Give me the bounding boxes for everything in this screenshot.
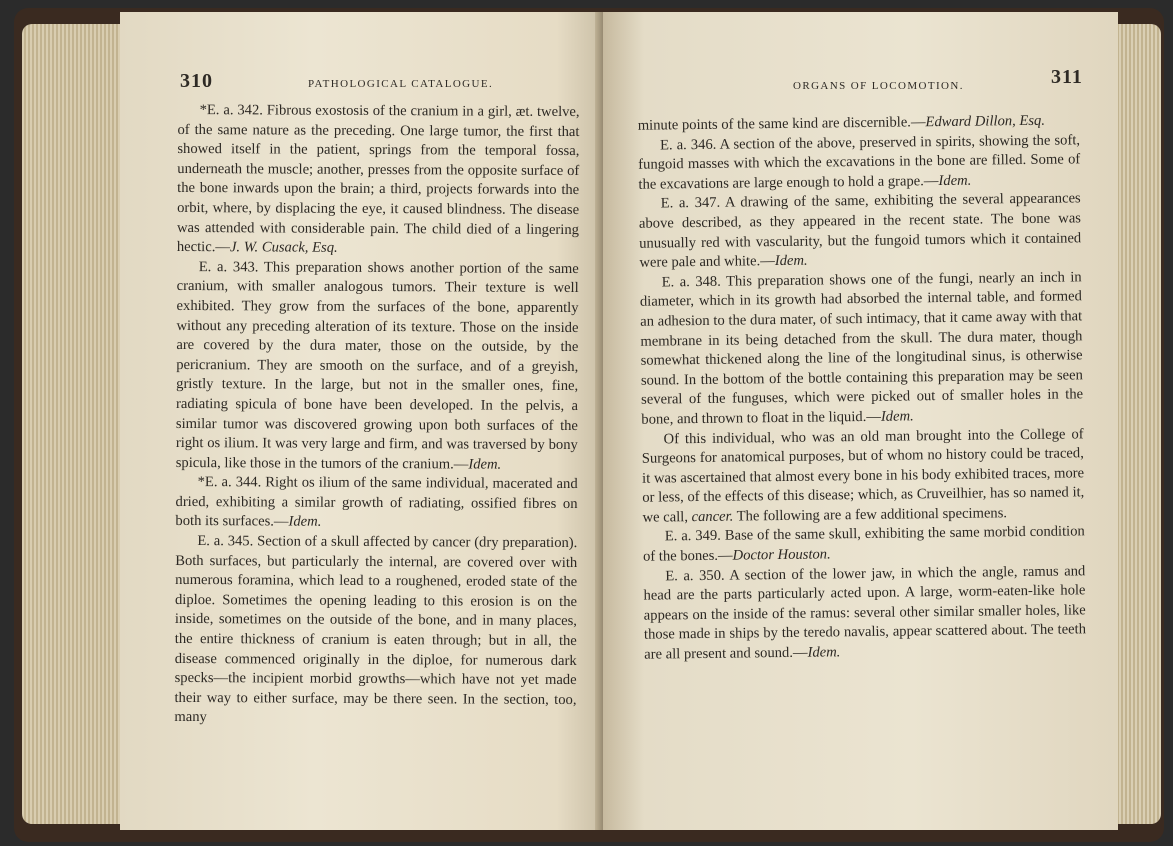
- left-page-body: [174, 101, 579, 730]
- left-page-header: [180, 70, 580, 94]
- left-page: [120, 12, 605, 830]
- page-edges-left: [22, 24, 132, 824]
- entry-349: E. a. 349. Base of the same skull, exhibiting the same morbid condition of the bones.—Doctor Houston.: [642, 523, 1085, 565]
- entry-346: E. a. 346. A section of the above, preserved in spirits, showing the soft, fungoid masses with which the excavations in the bone are filled. Some of the excavations are large enough to hold a grape.—Idem.: [638, 131, 1081, 193]
- right-page-header: [643, 66, 1093, 98]
- entry-345: E. a. 345. Section of a skull affected by cancer (dry preparation). Both surfaces, but particularly the internal, are covered over with numerous foramina, which lead to a roughened, eroded state of the diploe. Sometimes the opening leading to this erosion is on the inside, sometimes on the outside of the bone, and in many places, the entire thickness of cranium is eaten through; but in all, the disease commenced originally in the diploe, for numerous dark specks—the incipient morbid growths—which have not yet made their way to either surface, may be there seen. In the section, too, many: [174, 533, 578, 726]
- entry-342: *E. a. 342. Fibrous exostosis of the cranium in a girl, æt. twelve, of the same nature as the preceding. One large tumor, the first that showed itself in the patient, springs from the temporal fossa, underneath the muscle; another, presses from the opposite surface of the bone inwards upon the brain; a third, projects forwards into the orbit, where, by displacing the eye, it caused blindness. The disease was attended with considerable pain. The child died of a lingering hectic.—J. W. Cusack, Esq.: [176, 102, 580, 256]
- right-page: [603, 12, 1118, 830]
- left-page-number: 310: [180, 70, 213, 92]
- right-page-number: 311: [1051, 66, 1083, 88]
- entry-348: E. a. 348. This preparation shows one of the fungi, nearly an inch in diameter, which in its growth had absorbed the internal table, and formed an adhesion to the dura mater, of such intimacy, that it came away with that membrane in its being detached from the skull. The dura mater, though somewhat thickened along the line of the longitudinal sinus, is otherwise sound. In the bottom of the bottle containing this preparation may be seen several of the funguses, which were picked out of smaller holes in the bone, and thrown to float in the liquid.—Idem.: [639, 269, 1084, 428]
- entry-347: E. a. 347. A drawing of the same, exhibiting the several appearances above described, as they appeared in the recent state. The bone was unusually red with vascularity, but the fungoid tumors which it contained were pale and white.—Idem.: [638, 190, 1082, 271]
- entry-344: *E. a. 344. Right os ilium of the same individual, macerated and dried, exhibiting a similar growth of radiating, ossified fibres on both its surfaces.—Idem.: [175, 474, 578, 531]
- entry-345-continued: minute points of the same kind are discernible.—Edward Dillon, Esq.: [637, 112, 1046, 134]
- entry-350: E. a. 350. A section of the lower jaw, in which the angle, ramus and head are the parts particularly acted upon. A large, worm-eaten-like hole appears on the inside of the ramus: several other similar smaller holes, like those made in ships by the teredo navalis, appear scattered about. The teeth are all present and sound.—Idem.: [643, 562, 1087, 663]
- paragraph-individual: Of this individual, who was an old man brought into the College of Surgeons for anatomical purposes, but of whom no history could be traced, it was ascertained that almost every bone in his body exhibited traces, more or less, of the effects of this disease; which, as Cruveilhier, has so named it, we call, cancer. The following are a few additional specimens.: [641, 425, 1085, 526]
- entry-343: E. a. 343. This preparation shows another portion of the same cranium, with smaller analogous tumors. Their texture is well exhibited. They grow from the surfaces of the bone, apparently without any preceding alteration of its texture. Those on the inside are covered by the dura mater, those on the outside, by the pericranium. They are smooth on the surface, and of a greyish, gristly texture. In the large, but not in the smaller ones, fine, radiating spicula of bone have been developed. In the pelvis, a similar tumor was discovered growing upon both surfaces of the right os ilium. It was very large and firm, and was traversed by bony spicula, like those in the tumors of the cranium.—Idem.: [175, 258, 579, 473]
- left-running-head: PATHOLOGICAL CATALOGUE.: [308, 78, 494, 90]
- right-running-head: ORGANS OF LOCOMOTION.: [793, 80, 964, 92]
- right-page-body: [638, 111, 1087, 665]
